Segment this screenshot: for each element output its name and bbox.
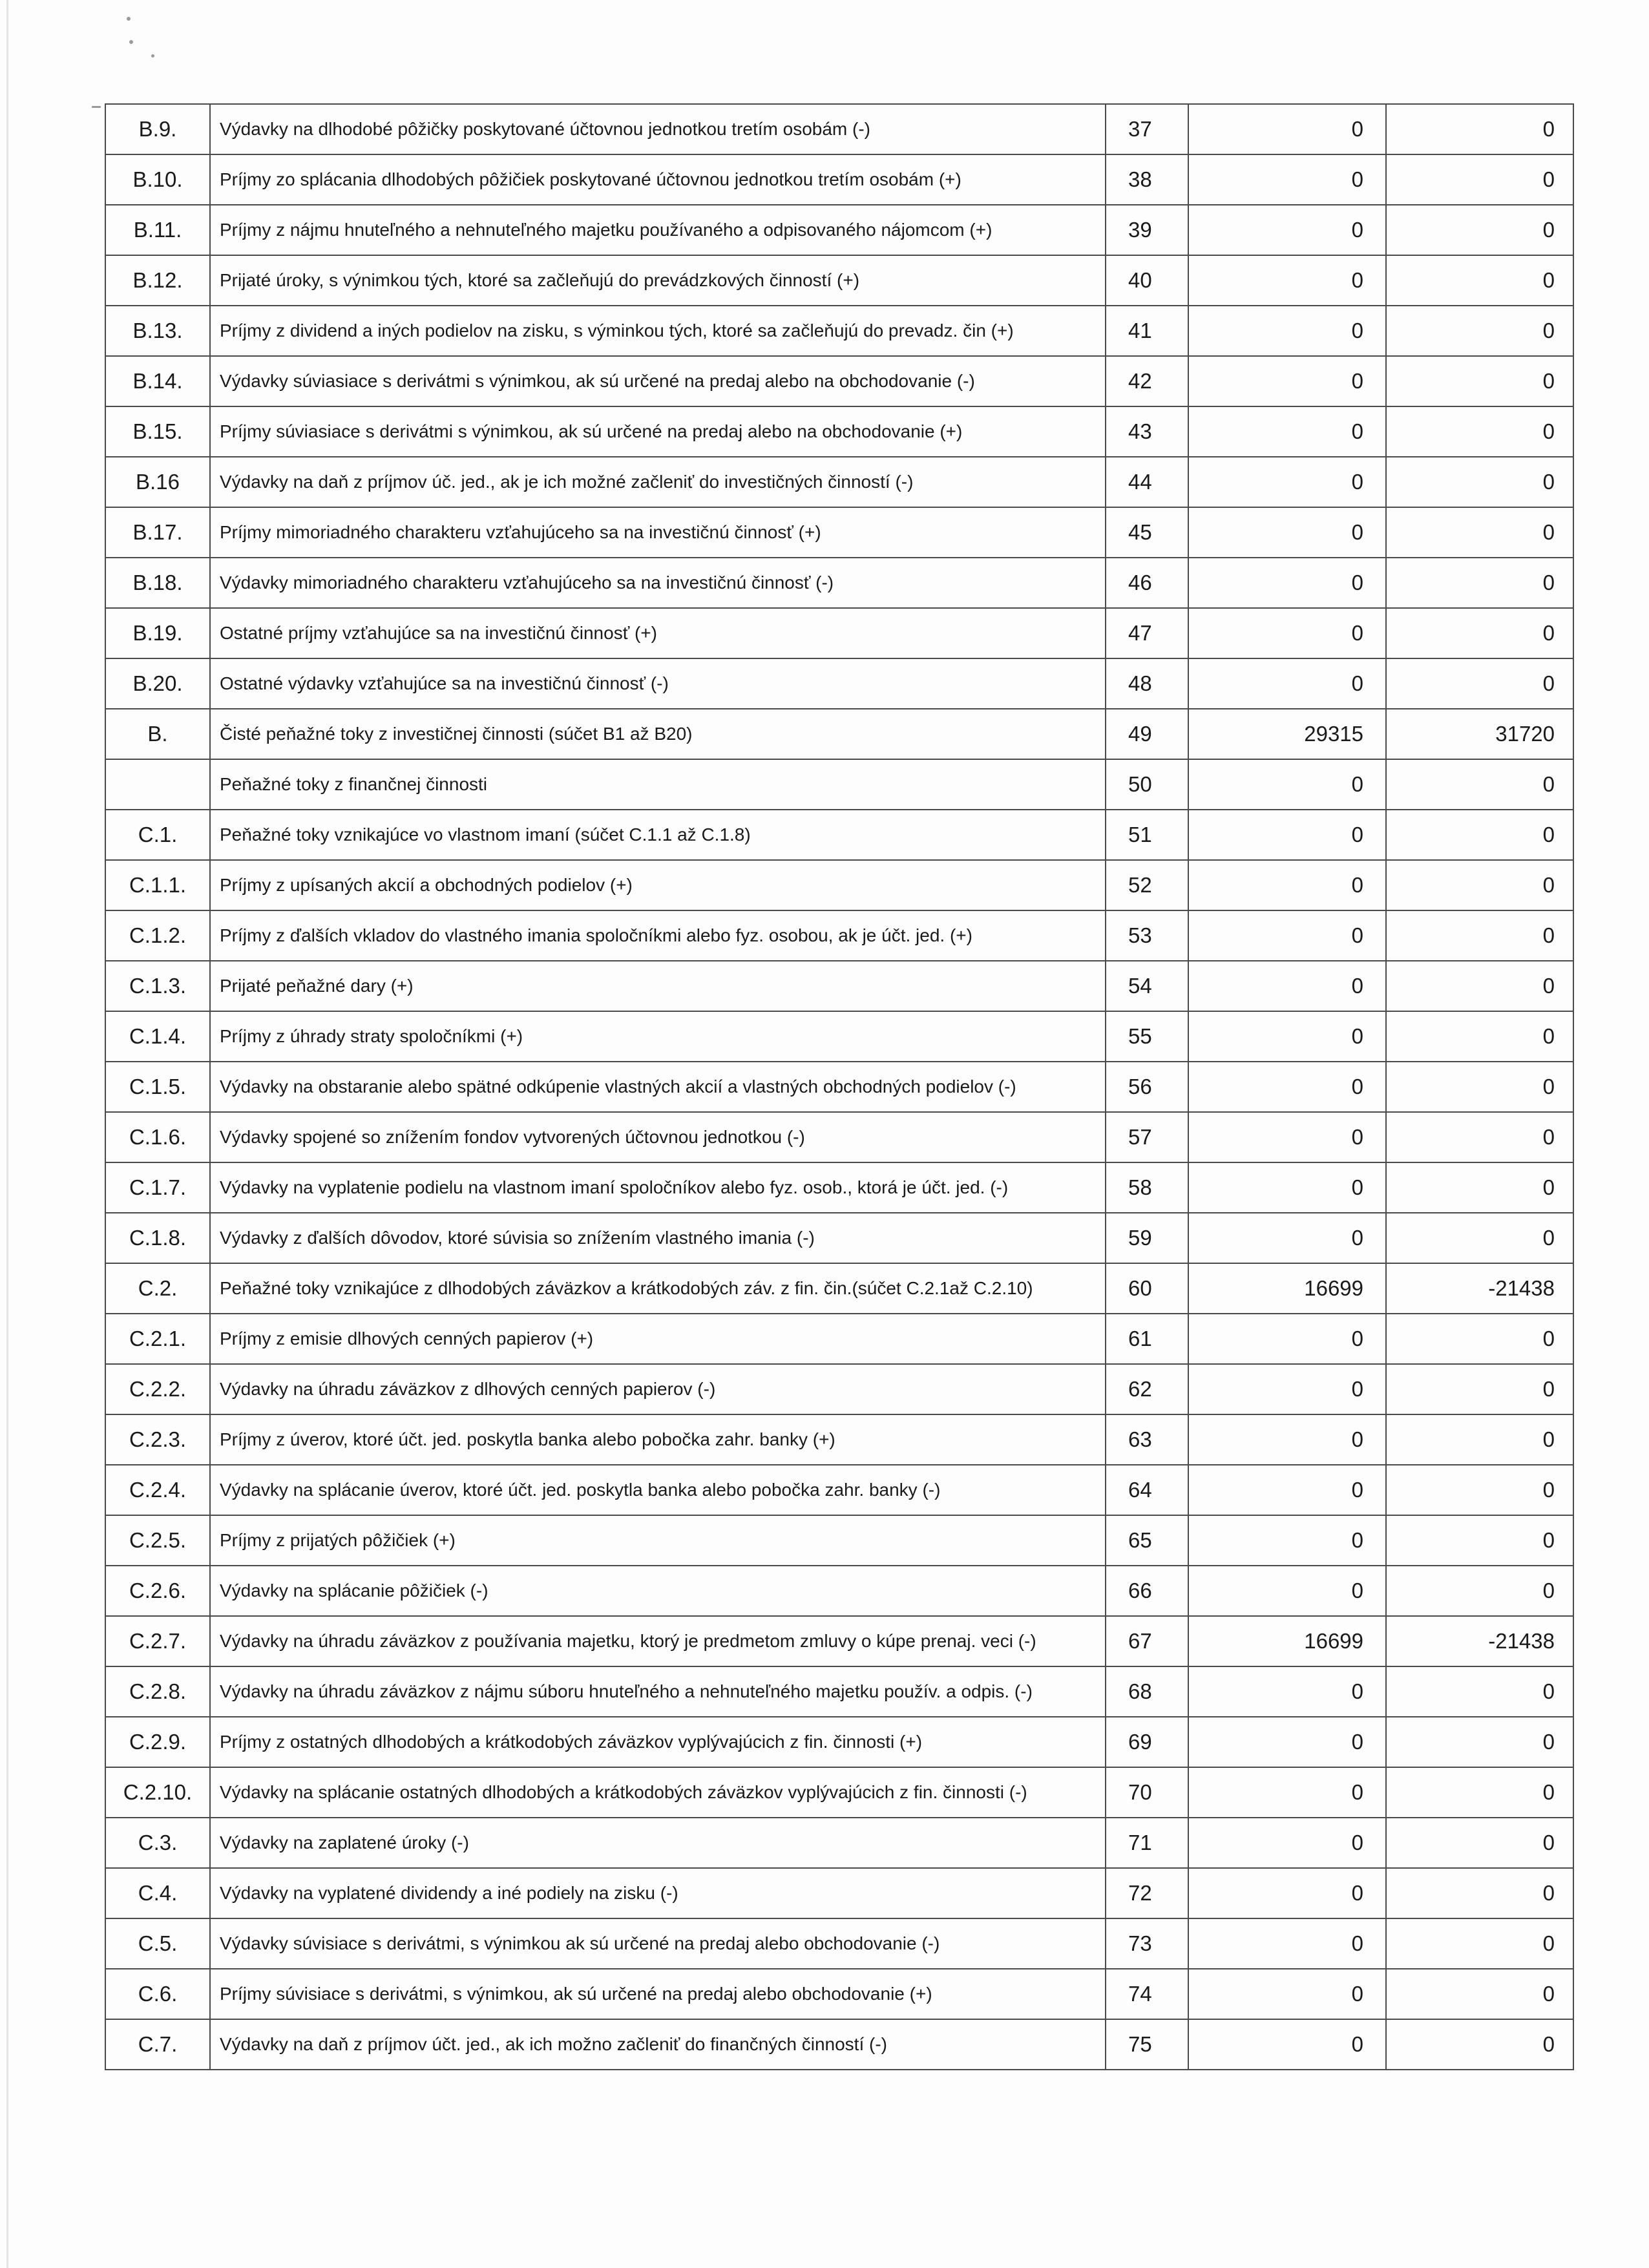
row-number: 75 [1106, 2019, 1188, 2070]
row-number: 62 [1106, 1364, 1188, 1414]
table-row [105, 205, 1573, 255]
table-row [105, 910, 1573, 961]
row-code: C.4. [105, 1868, 210, 1918]
table-row [105, 1364, 1573, 1414]
row-number: 72 [1106, 1868, 1188, 1918]
row-description: Peňažné toky vznikajúce vo vlastnom imaní (súčet C.1.1 až C.1.8) [210, 810, 1106, 860]
row-number: 53 [1106, 910, 1188, 961]
table-row [105, 810, 1573, 860]
row-description: Ostatné výdavky vzťahujúce sa na investičnú činnosť (-) [210, 658, 1106, 709]
row-number: 68 [1106, 1666, 1188, 1717]
row-description: Ostatné príjmy vzťahujúce sa na investičnú činnosť (+) [210, 608, 1106, 658]
table-row [105, 1717, 1573, 1767]
row-number: 37 [1106, 104, 1188, 154]
previous-period-value: 0 [1386, 1112, 1573, 1162]
row-number: 74 [1106, 1969, 1188, 2019]
row-description: Prijaté peňažné dary (+) [210, 961, 1106, 1011]
previous-period-value: -21438 [1386, 1616, 1573, 1666]
table-row [105, 1918, 1573, 1969]
current-period-value: 29315 [1188, 709, 1386, 759]
row-code: C.1.1. [105, 860, 210, 910]
row-code: B.15. [105, 406, 210, 457]
row-number: 50 [1106, 759, 1188, 810]
row-code: B.11. [105, 205, 210, 255]
row-number: 61 [1106, 1314, 1188, 1364]
table-row [105, 1515, 1573, 1566]
row-number: 54 [1106, 961, 1188, 1011]
current-period-value: 0 [1188, 1162, 1386, 1213]
row-number: 38 [1106, 154, 1188, 205]
previous-period-value: 0 [1386, 255, 1573, 306]
previous-period-value: 0 [1386, 1666, 1573, 1717]
row-description: Výdavky mimoriadného charakteru vzťahujúceho sa na investičnú činnosť (-) [210, 558, 1106, 608]
table-row [105, 759, 1573, 810]
table-row [105, 1263, 1573, 1314]
table-row [105, 1112, 1573, 1162]
row-code: C.1.3. [105, 961, 210, 1011]
current-period-value: 0 [1188, 1969, 1386, 2019]
previous-period-value: 0 [1386, 558, 1573, 608]
previous-period-value: 0 [1386, 1314, 1573, 1364]
row-code: B.10. [105, 154, 210, 205]
previous-period-value: 0 [1386, 860, 1573, 910]
row-code: C.1.8. [105, 1213, 210, 1263]
previous-period-value: 0 [1386, 154, 1573, 205]
table-row [105, 356, 1573, 406]
row-number: 63 [1106, 1414, 1188, 1465]
row-code: C.3. [105, 1818, 210, 1868]
scan-speck [92, 106, 101, 108]
current-period-value: 0 [1188, 1515, 1386, 1566]
current-period-value: 0 [1188, 2019, 1386, 2070]
row-description: Výdavky súviasiace s derivátmi s výnimkou, ak sú určené na predaj alebo na obchodovanie (-) [210, 356, 1106, 406]
current-period-value: 0 [1188, 1112, 1386, 1162]
previous-period-value: 0 [1386, 2019, 1573, 2070]
row-code: B.14. [105, 356, 210, 406]
current-period-value: 0 [1188, 306, 1386, 356]
previous-period-value: 0 [1386, 205, 1573, 255]
current-period-value: 0 [1188, 860, 1386, 910]
table-row [105, 608, 1573, 658]
table-row [105, 1213, 1573, 1263]
row-number: 65 [1106, 1515, 1188, 1566]
current-period-value: 0 [1188, 759, 1386, 810]
previous-period-value: 0 [1386, 1818, 1573, 1868]
current-period-value: 0 [1188, 1414, 1386, 1465]
previous-period-value: 0 [1386, 1364, 1573, 1414]
row-number: 59 [1106, 1213, 1188, 1263]
row-description: Príjmy z emisie dlhových cenných papierov (+) [210, 1314, 1106, 1364]
row-number: 66 [1106, 1566, 1188, 1616]
current-period-value: 0 [1188, 406, 1386, 457]
row-description: Peňažné toky vznikajúce z dlhodobých záväzkov a krátkodobých záv. z fin. čin.(súčet C.2.1až C.2.10) [210, 1263, 1106, 1314]
row-code: C.1.4. [105, 1011, 210, 1062]
previous-period-value: 0 [1386, 1162, 1573, 1213]
cash-flow-table [105, 103, 1574, 2070]
current-period-value: 0 [1188, 1566, 1386, 1616]
scan-speck [129, 40, 133, 44]
table-body [105, 104, 1573, 2070]
previous-period-value: 0 [1386, 1465, 1573, 1515]
previous-period-value: 0 [1386, 910, 1573, 961]
previous-period-value: 0 [1386, 406, 1573, 457]
row-description: Výdavky na daň z príjmov úč. jed., ak je ich možné začleniť do investičných činností (-) [210, 457, 1106, 507]
current-period-value: 0 [1188, 154, 1386, 205]
current-period-value: 0 [1188, 1213, 1386, 1263]
row-description: Príjmy z ostatných dlhodobých a krátkodobých záväzkov vyplývajúcich z fin. činnosti (+) [210, 1717, 1106, 1767]
row-code: C.2.1. [105, 1314, 210, 1364]
row-code [105, 759, 210, 810]
row-number: 41 [1106, 306, 1188, 356]
row-description: Výdavky spojené so znížením fondov vytvorených účtovnou jednotkou (-) [210, 1112, 1106, 1162]
current-period-value: 0 [1188, 1717, 1386, 1767]
row-number: 39 [1106, 205, 1188, 255]
row-number: 43 [1106, 406, 1188, 457]
row-code: C.2.2. [105, 1364, 210, 1414]
current-period-value: 0 [1188, 608, 1386, 658]
current-period-value: 0 [1188, 507, 1386, 558]
row-description: Príjmy z prijatých pôžičiek (+) [210, 1515, 1106, 1566]
table-row [105, 306, 1573, 356]
current-period-value: 0 [1188, 255, 1386, 306]
row-description: Príjmy z úhrady straty spoločníkmi (+) [210, 1011, 1106, 1062]
table-row [105, 1465, 1573, 1515]
row-number: 57 [1106, 1112, 1188, 1162]
current-period-value: 0 [1188, 961, 1386, 1011]
table-row [105, 1868, 1573, 1918]
row-number: 47 [1106, 608, 1188, 658]
row-number: 58 [1106, 1162, 1188, 1213]
row-description: Výdavky súvisiace s derivátmi, s výnimkou ak sú určené na predaj alebo obchodovanie (-) [210, 1918, 1106, 1969]
previous-period-value: 0 [1386, 1213, 1573, 1263]
row-number: 55 [1106, 1011, 1188, 1062]
row-code: C.1.2. [105, 910, 210, 961]
table-row [105, 255, 1573, 306]
table-row [105, 658, 1573, 709]
row-code: C.2.5. [105, 1515, 210, 1566]
current-period-value: 0 [1188, 1011, 1386, 1062]
row-code: B.17. [105, 507, 210, 558]
row-description: Výdavky na vyplatené dividendy a iné podiely na zisku (-) [210, 1868, 1106, 1918]
row-code: C.2.3. [105, 1414, 210, 1465]
table-row [105, 558, 1573, 608]
previous-period-value: 0 [1386, 507, 1573, 558]
row-description: Výdavky na daň z príjmov účt. jed., ak ich možno začleniť do finančných činností (-) [210, 2019, 1106, 2070]
row-number: 71 [1106, 1818, 1188, 1868]
current-period-value: 0 [1188, 104, 1386, 154]
table-row [105, 1616, 1573, 1666]
cash-flow-statement [105, 103, 1555, 2070]
table-row [105, 154, 1573, 205]
row-description: Výdavky na úhradu záväzkov z nájmu súboru hnuteľného a nehnuteľného majetku použív. a odpis. (-) [210, 1666, 1106, 1717]
previous-period-value: 0 [1386, 1918, 1573, 1969]
row-description: Výdavky na dlhodobé pôžičky poskytované účtovnou jednotkou tretím osobám (-) [210, 104, 1106, 154]
row-code: B.9. [105, 104, 210, 154]
row-code: C.1. [105, 810, 210, 860]
previous-period-value: 0 [1386, 306, 1573, 356]
previous-period-value: 0 [1386, 1062, 1573, 1112]
table-row [105, 1314, 1573, 1364]
scan-edge [6, 0, 8, 2268]
current-period-value: 0 [1188, 457, 1386, 507]
row-number: 73 [1106, 1918, 1188, 1969]
table-row [105, 1011, 1573, 1062]
row-code: C.5. [105, 1918, 210, 1969]
row-code: B.20. [105, 658, 210, 709]
current-period-value: 0 [1188, 910, 1386, 961]
previous-period-value: 0 [1386, 1717, 1573, 1767]
row-code: C.2.9. [105, 1717, 210, 1767]
current-period-value: 0 [1188, 1465, 1386, 1515]
row-number: 42 [1106, 356, 1188, 406]
table-row [105, 1666, 1573, 1717]
current-period-value: 0 [1188, 558, 1386, 608]
row-description: Výdavky na splácanie ostatných dlhodobých a krátkodobých záväzkov vyplývajúcich z fin. činnosti (-) [210, 1767, 1106, 1818]
row-number: 45 [1106, 507, 1188, 558]
row-number: 46 [1106, 558, 1188, 608]
row-code: C.1.6. [105, 1112, 210, 1162]
previous-period-value: 0 [1386, 457, 1573, 507]
previous-period-value: 0 [1386, 961, 1573, 1011]
row-code: B.19. [105, 608, 210, 658]
row-number: 48 [1106, 658, 1188, 709]
previous-period-value: -21438 [1386, 1263, 1573, 1314]
scan-speck [151, 54, 154, 58]
table-row [105, 507, 1573, 558]
table-row [105, 1767, 1573, 1818]
row-number: 60 [1106, 1263, 1188, 1314]
row-number: 52 [1106, 860, 1188, 910]
row-code: C.2.8. [105, 1666, 210, 1717]
row-description: Príjmy súviasiace s derivátmi s výnimkou, ak sú určené na predaj alebo na obchodovanie (+) [210, 406, 1106, 457]
table-row [105, 457, 1573, 507]
table-row [105, 1818, 1573, 1868]
row-description: Výdavky z ďalších dôvodov, ktoré súvisia so znížením vlastného imania (-) [210, 1213, 1106, 1263]
row-number: 44 [1106, 457, 1188, 507]
row-code: B.18. [105, 558, 210, 608]
row-code: C.1.7. [105, 1162, 210, 1213]
row-number: 70 [1106, 1767, 1188, 1818]
previous-period-value: 0 [1386, 1566, 1573, 1616]
current-period-value: 0 [1188, 1918, 1386, 1969]
current-period-value: 0 [1188, 658, 1386, 709]
current-period-value: 0 [1188, 356, 1386, 406]
current-period-value: 0 [1188, 1062, 1386, 1112]
row-code: B.12. [105, 255, 210, 306]
current-period-value: 0 [1188, 1818, 1386, 1868]
previous-period-value: 0 [1386, 759, 1573, 810]
previous-period-value: 0 [1386, 104, 1573, 154]
row-code: C.2.7. [105, 1616, 210, 1666]
scan-speck [127, 17, 131, 21]
row-code: B.16 [105, 457, 210, 507]
table-row [105, 1062, 1573, 1112]
row-number: 49 [1106, 709, 1188, 759]
row-description: Príjmy mimoriadného charakteru vzťahujúceho sa na investičnú činnosť (+) [210, 507, 1106, 558]
row-description: Výdavky na úhradu záväzkov z používania majetku, ktorý je predmetom zmluvy o kúpe prenaj. veci (-) [210, 1616, 1106, 1666]
previous-period-value: 0 [1386, 658, 1573, 709]
row-description: Príjmy z upísaných akcií a obchodných podielov (+) [210, 860, 1106, 910]
row-code: C.7. [105, 2019, 210, 2070]
row-number: 67 [1106, 1616, 1188, 1666]
previous-period-value: 0 [1386, 1011, 1573, 1062]
row-number: 51 [1106, 810, 1188, 860]
current-period-value: 0 [1188, 1767, 1386, 1818]
previous-period-value: 0 [1386, 1969, 1573, 2019]
table-row [105, 1162, 1573, 1213]
previous-period-value: 0 [1386, 608, 1573, 658]
previous-period-value: 31720 [1386, 709, 1573, 759]
current-period-value: 0 [1188, 1314, 1386, 1364]
table-row [105, 2019, 1573, 2070]
row-description: Výdavky na vyplatenie podielu na vlastnom imaní spoločníkov alebo fyz. osob., ktorá je účt. jed. (-) [210, 1162, 1106, 1213]
previous-period-value: 0 [1386, 1515, 1573, 1566]
row-description: Príjmy z úverov, ktoré účt. jed. poskytla banka alebo pobočka zahr. banky (+) [210, 1414, 1106, 1465]
row-description: Príjmy z ďalších vkladov do vlastného imania spoločníkmi alebo fyz. osobou, ak je účt. jed. (+) [210, 910, 1106, 961]
table-row [105, 1414, 1573, 1465]
row-description: Výdavky na obstaranie alebo spätné odkúpenie vlastných akcií a vlastných obchodných podielov (-) [210, 1062, 1106, 1112]
row-code: C.2.6. [105, 1566, 210, 1616]
row-description: Príjmy súvisiace s derivátmi, s výnimkou, ak sú určené na predaj alebo obchodovanie (+) [210, 1969, 1106, 2019]
row-description: Peňažné toky z finančnej činnosti [210, 759, 1106, 810]
current-period-value: 0 [1188, 205, 1386, 255]
row-code: C.2.10. [105, 1767, 210, 1818]
current-period-value: 0 [1188, 1364, 1386, 1414]
current-period-value: 16699 [1188, 1616, 1386, 1666]
row-code: C.6. [105, 1969, 210, 2019]
table-row [105, 1969, 1573, 2019]
row-code: B. [105, 709, 210, 759]
row-description: Výdavky na zaplatené úroky (-) [210, 1818, 1106, 1868]
row-description: Výdavky na úhradu záväzkov z dlhových cenných papierov (-) [210, 1364, 1106, 1414]
previous-period-value: 0 [1386, 356, 1573, 406]
table-row [105, 104, 1573, 154]
row-number: 40 [1106, 255, 1188, 306]
current-period-value: 0 [1188, 1868, 1386, 1918]
row-description: Príjmy z dividend a iných podielov na zisku, s výminkou tých, ktoré sa začleňujú do prevadz. čin (+) [210, 306, 1106, 356]
table-row [105, 860, 1573, 910]
row-description: Príjmy z nájmu hnuteľného a nehnuteľného majetku používaného a odpisovaného nájomcom (+) [210, 205, 1106, 255]
row-description: Výdavky na splácanie úverov, ktoré účt. jed. poskytla banka alebo pobočka zahr. banky (-) [210, 1465, 1106, 1515]
current-period-value: 16699 [1188, 1263, 1386, 1314]
row-number: 56 [1106, 1062, 1188, 1112]
row-code: B.13. [105, 306, 210, 356]
row-description: Príjmy zo splácania dlhodobých pôžičiek poskytované účtovnou jednotkou tretím osobám (+) [210, 154, 1106, 205]
table-row [105, 1566, 1573, 1616]
current-period-value: 0 [1188, 810, 1386, 860]
row-number: 69 [1106, 1717, 1188, 1767]
row-code: C.1.5. [105, 1062, 210, 1112]
row-number: 64 [1106, 1465, 1188, 1515]
previous-period-value: 0 [1386, 1767, 1573, 1818]
table-row [105, 709, 1573, 759]
row-description: Čisté peňažné toky z investičnej činnosti (súčet B1 až B20) [210, 709, 1106, 759]
row-description: Výdavky na splácanie pôžičiek (-) [210, 1566, 1106, 1616]
table-row [105, 406, 1573, 457]
previous-period-value: 0 [1386, 810, 1573, 860]
row-code: C.2.4. [105, 1465, 210, 1515]
row-description: Prijaté úroky, s výnimkou tých, ktoré sa začleňujú do prevádzkových činností (+) [210, 255, 1106, 306]
table-row [105, 961, 1573, 1011]
row-code: C.2. [105, 1263, 210, 1314]
current-period-value: 0 [1188, 1666, 1386, 1717]
previous-period-value: 0 [1386, 1414, 1573, 1465]
previous-period-value: 0 [1386, 1868, 1573, 1918]
